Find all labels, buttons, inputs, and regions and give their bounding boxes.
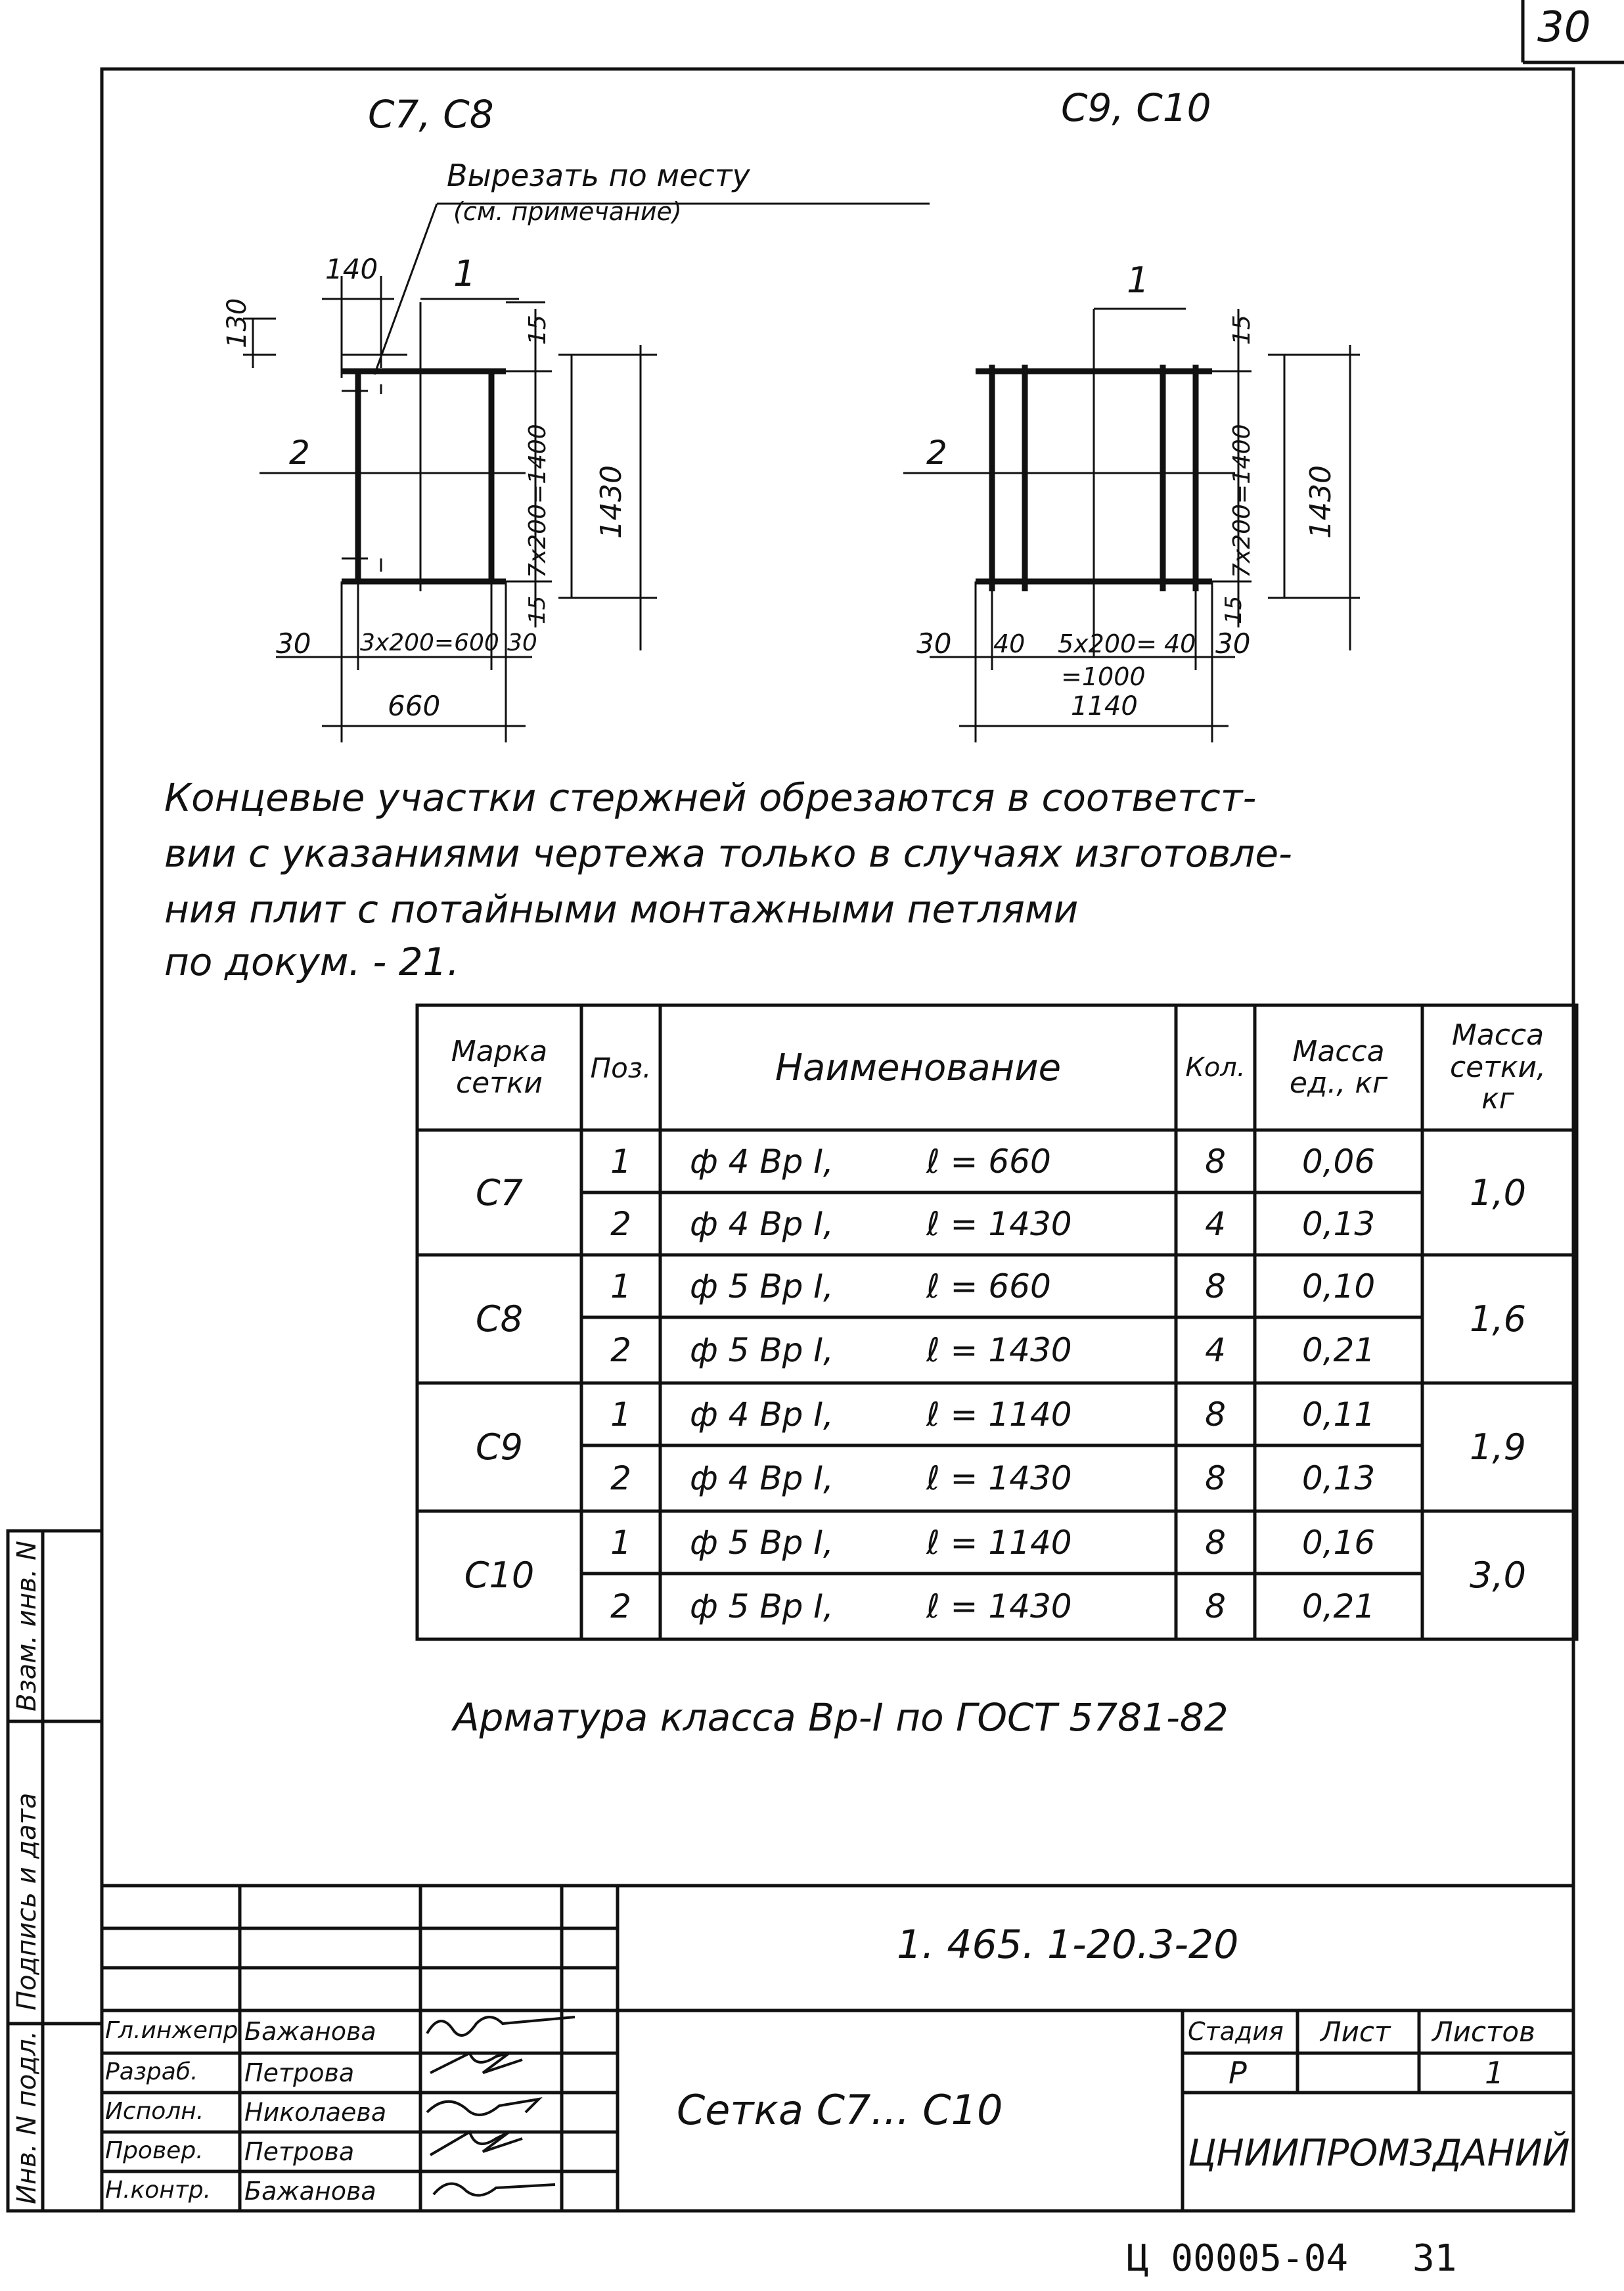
- left-dim-15-top: 15: [524, 315, 551, 345]
- row-pos: 1: [610, 1267, 631, 1305]
- row-name: ф 4 Вр I,: [690, 1395, 834, 1434]
- header-mesh-mass: [1422, 1005, 1573, 1130]
- row-length: ℓ = 1140: [926, 1523, 1072, 1562]
- row-pos: 1: [610, 1142, 631, 1181]
- note-line-2: вии с указаниями чертежа только в случаях изготовле-: [164, 831, 1292, 876]
- name-norm-control: Бажанова: [244, 2177, 376, 2206]
- right-dim-40-left: 40: [993, 629, 1026, 658]
- left-dim-660: 660: [388, 690, 441, 722]
- document-code: 1. 465. 1-20.3-20: [897, 1922, 1239, 1968]
- right-dim-30-left: 30: [916, 627, 952, 660]
- row-pos: 2: [610, 1459, 631, 1497]
- right-dim-1430: 1430: [1304, 465, 1338, 539]
- role-checker: Провер.: [105, 2137, 204, 2164]
- row-name: ф 4 Вр I,: [690, 1204, 834, 1243]
- header-unit-mass: [1255, 1005, 1422, 1130]
- organization-name: ЦНИИПРОМЗДАНИЙ: [1188, 2132, 1570, 2175]
- row-length: ℓ = 660: [926, 1267, 1051, 1305]
- header-pos: Поз.: [590, 1051, 652, 1084]
- header-mark-line1: Марка: [451, 1034, 548, 1068]
- left-dim-30-left: 30: [276, 627, 311, 660]
- role-norm-control: Н.контр.: [105, 2177, 212, 2204]
- cut-note-line1: Вырезать по месту: [447, 158, 750, 193]
- row-pos: 1: [610, 1523, 631, 1562]
- sheets-label: Листов: [1432, 2016, 1535, 2048]
- row-pos: 2: [610, 1204, 631, 1243]
- group-mark: С9: [475, 1426, 524, 1468]
- row-qty: 8: [1205, 1459, 1226, 1497]
- note-line-4: по докум. - 21.: [164, 940, 460, 984]
- sheet-number: 30: [1537, 3, 1591, 52]
- right-dim-15-top: 15: [1229, 315, 1255, 345]
- right-pos-2: 2: [926, 434, 947, 472]
- row-qty: 8: [1205, 1587, 1226, 1625]
- row-unit-mass: 0,06: [1301, 1142, 1376, 1181]
- role-chief-engineer: Гл.инжепр: [105, 2017, 238, 2044]
- group-mass: 1,9: [1470, 1426, 1526, 1468]
- left-dim-30-right: 30: [507, 629, 537, 656]
- row-length: ℓ = 1430: [926, 1331, 1072, 1369]
- row-qty: 8: [1205, 1267, 1226, 1305]
- right-dim-1140: 1140: [1071, 691, 1138, 721]
- right-dim-40-right: 40: [1164, 629, 1196, 658]
- drawing-name: Сетка С7... С10: [677, 2086, 1003, 2134]
- role-developer: Разраб.: [105, 2058, 198, 2085]
- sheet-label: Лист: [1320, 2016, 1391, 2048]
- cut-note-line2: (см. примечание): [453, 197, 682, 226]
- left-dim-15-bottom: 15: [524, 595, 551, 624]
- group-mass: 3,0: [1470, 1554, 1526, 1596]
- group-mark: С7: [475, 1171, 524, 1214]
- row-pos: 1: [610, 1395, 631, 1434]
- sheets-value: 1: [1485, 2055, 1504, 2091]
- row-qty: 8: [1205, 1395, 1226, 1434]
- row-unit-mass: 0,13: [1301, 1204, 1376, 1243]
- right-dim-30-right: 30: [1215, 627, 1251, 660]
- left-dim-7x200: 7x200=1400: [524, 424, 551, 578]
- name-developer: Петрова: [244, 2058, 355, 2087]
- row-name: ф 5 Вр I,: [690, 1587, 834, 1625]
- row-qty: 8: [1205, 1142, 1226, 1181]
- row-unit-mass: 0,16: [1301, 1523, 1376, 1562]
- name-checker: Петрова: [244, 2137, 355, 2166]
- header-unit-mass-line1: Масса: [1292, 1034, 1385, 1068]
- row-unit-mass: 0,11: [1301, 1395, 1376, 1434]
- row-name: ф 4 Вр I,: [690, 1142, 834, 1181]
- note-line-1: Концевые участки стержней обрезаются в соответст-: [164, 775, 1257, 820]
- header-mesh-mass-line1: Масса: [1451, 1018, 1545, 1053]
- right-dim-1000: =1000: [1061, 662, 1146, 691]
- row-length: ℓ = 660: [926, 1142, 1051, 1181]
- row-length: ℓ = 1430: [926, 1204, 1072, 1243]
- armature-class-note: Арматура класса Вр-I по ГОСТ 5781-82: [453, 1695, 1229, 1740]
- row-length: ℓ = 1430: [926, 1587, 1072, 1625]
- row-qty: 8: [1205, 1523, 1226, 1562]
- right-dim-15-bottom: 15: [1221, 595, 1247, 624]
- dim-130: 130: [222, 298, 252, 348]
- name-executor: Николаева: [244, 2098, 387, 2127]
- strip-podpis-data: Подпись и дата: [12, 1792, 42, 2010]
- header-name: Наименование: [775, 1046, 1062, 1089]
- group-mark: С10: [464, 1554, 535, 1596]
- row-unit-mass: 0,13: [1301, 1459, 1376, 1497]
- left-pos-1: 1: [453, 253, 476, 294]
- header-qty: Кол.: [1185, 1053, 1246, 1083]
- strip-inv-podl: Инв. N подл.: [12, 2030, 42, 2204]
- left-dim-1430: 1430: [595, 465, 628, 539]
- row-qty: 4: [1205, 1331, 1226, 1369]
- right-dim-5x200: 5x200=: [1058, 629, 1158, 658]
- strip-vzam-inv: Взам. инв. N: [12, 1541, 42, 1712]
- group-mark: С8: [475, 1298, 524, 1340]
- row-name: ф 5 Вр I,: [690, 1523, 834, 1562]
- name-chief-engineer: Бажанова: [244, 2017, 376, 2046]
- header-unit-mass-line2: ед., кг: [1289, 1066, 1388, 1100]
- left-dim-3x200: 3x200=600: [360, 629, 499, 656]
- note-line-3: ния плит с потайными монтажными петлями: [164, 887, 1079, 932]
- row-unit-mass: 0,21: [1301, 1587, 1376, 1625]
- dim-140: 140: [325, 253, 378, 285]
- signatures: [427, 2017, 575, 2195]
- row-unit-mass: 0,10: [1301, 1267, 1376, 1305]
- archive-page: 31: [1412, 2237, 1457, 2280]
- group-mass: 1,6: [1470, 1298, 1526, 1340]
- row-length: ℓ = 1430: [926, 1459, 1072, 1497]
- stage-value: Р: [1229, 2055, 1247, 2091]
- right-dim-7x200: 7x200=1400: [1229, 424, 1255, 578]
- archive-code: Ц 00005-04: [1127, 2237, 1349, 2280]
- right-drawing-title: С9, С10: [1061, 85, 1211, 130]
- stage-label: Стадия: [1188, 2017, 1284, 2046]
- row-name: ф 4 Вр I,: [690, 1459, 834, 1497]
- row-length: ℓ = 1140: [926, 1395, 1072, 1434]
- header-mesh-mass-line3: кг: [1481, 1082, 1514, 1116]
- header-mark: [417, 1005, 581, 1130]
- right-pos-1: 1: [1127, 260, 1150, 301]
- row-pos: 2: [610, 1587, 631, 1625]
- group-mass: 1,0: [1470, 1171, 1526, 1214]
- row-unit-mass: 0,21: [1301, 1331, 1376, 1369]
- row-qty: 4: [1205, 1204, 1226, 1243]
- left-drawing-title: С7, С8: [368, 92, 494, 137]
- left-pos-2: 2: [289, 434, 310, 472]
- header-mark-line2: сетки: [455, 1066, 543, 1100]
- row-pos: 2: [610, 1331, 631, 1369]
- role-executor: Исполн.: [105, 2098, 204, 2125]
- header-mesh-mass-line2: сетки,: [1449, 1050, 1546, 1084]
- row-name: ф 5 Вр I,: [690, 1267, 834, 1305]
- row-name: ф 5 Вр I,: [690, 1331, 834, 1369]
